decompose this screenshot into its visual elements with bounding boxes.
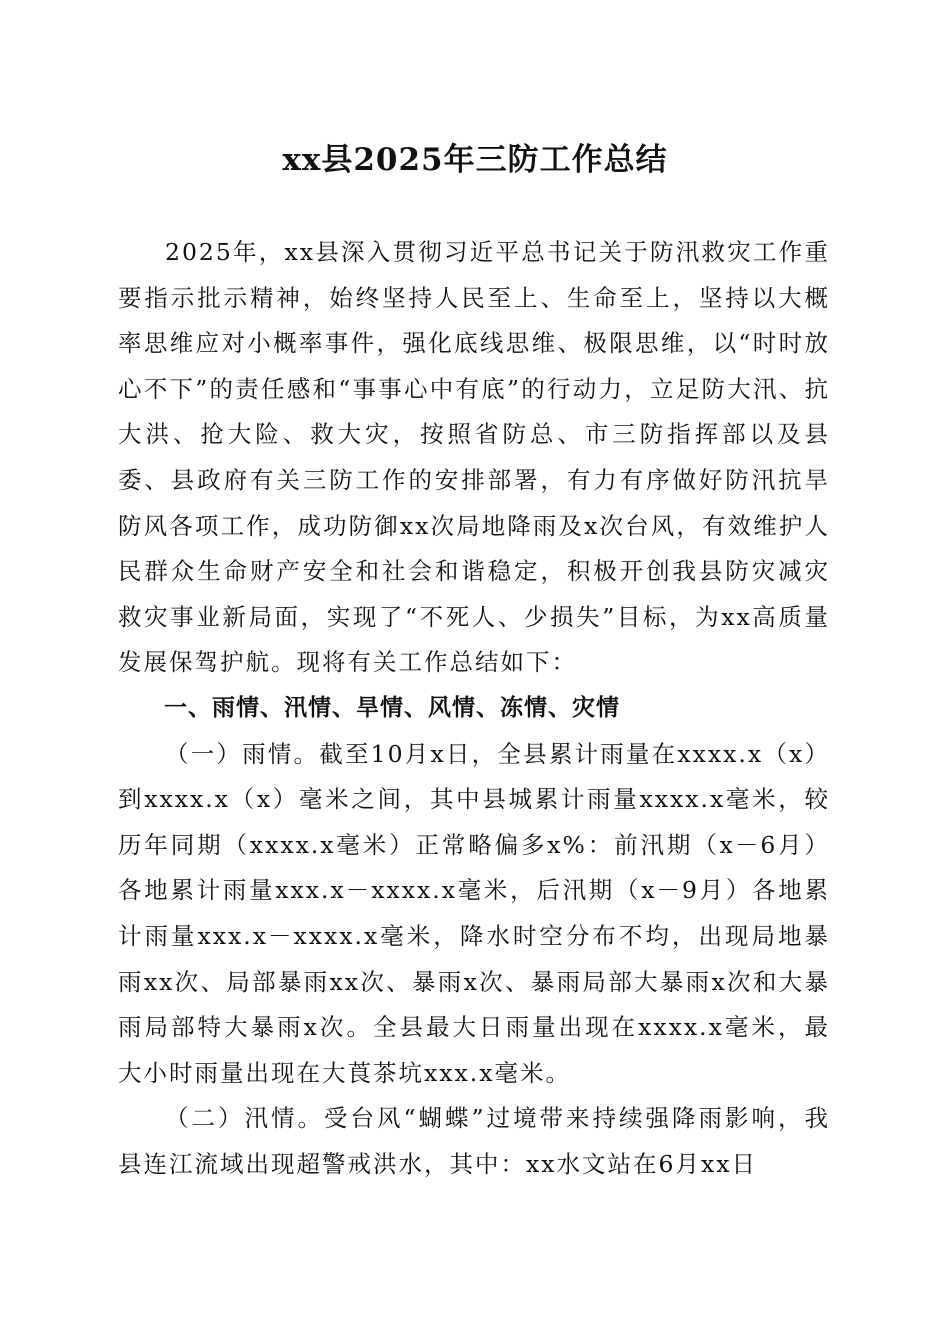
flood-paragraph: （二）汛情。受台风“蝴蝶”过境带来持续强降雨影响，我县连江流域出现超警戒洪水，其中：xx水文站在6月xx日: [118, 1104, 830, 1178]
document-body: [118, 230, 830, 1187]
rain-paragraph: （一）雨情。截至10月x日，全县累计雨量在xxxx.x（x）到xxxx.x（x）毫米之间，其中县城累计雨量xxxx.x毫米，较历年同期（xxxx.x毫米）正常略偏多x%：前汛期（x－6月）各地累计雨量xxx.x－xxxx.x毫米，后汛期（x－9月）各地累计雨量xxx.x－xxxx.x毫米，降水时空分布不均，出现局地暴雨xx次、局部暴雨xx次、暴雨x次、暴雨局部大暴雨x次和大暴雨局部特大暴雨x次。全县最大日雨量出现在xxxx.x毫米，最大小时雨量出现在大莨茶坑xxx.x毫米。: [118, 739, 830, 1087]
intro-paragraph: 2025年，xx县深入贯彻习近平总书记关于防汛救灾工作重要指示批示精神，始终坚持人民至上、生命至上，坚持以大概率思维应对小概率事件，强化底线思维、极限思维，以“时时放心不下”的责任感和“事事心中有底”的行动力，立足防大汛、抗大洪、抢大险、救大灾，按照省防总、市三防指挥部以及县委、县政府有关三防工作的安排部署，有力有序做好防汛抗旱防风各项工作，成功防御xx次局地降雨及x次台风，有效维护人民群众生命财产安全和社会和谐稳定，积极开创我县防灾减灾救灾事业新局面，实现了“不死人、少损失”目标，为xx高质量发展保驾护航。现将有关工作总结如下：: [118, 238, 830, 677]
document-title: xx县2025年三防工作总结: [282, 142, 668, 178]
section-heading: 一、雨情、汛情、旱情、风情、冻情、灾情: [164, 694, 620, 721]
